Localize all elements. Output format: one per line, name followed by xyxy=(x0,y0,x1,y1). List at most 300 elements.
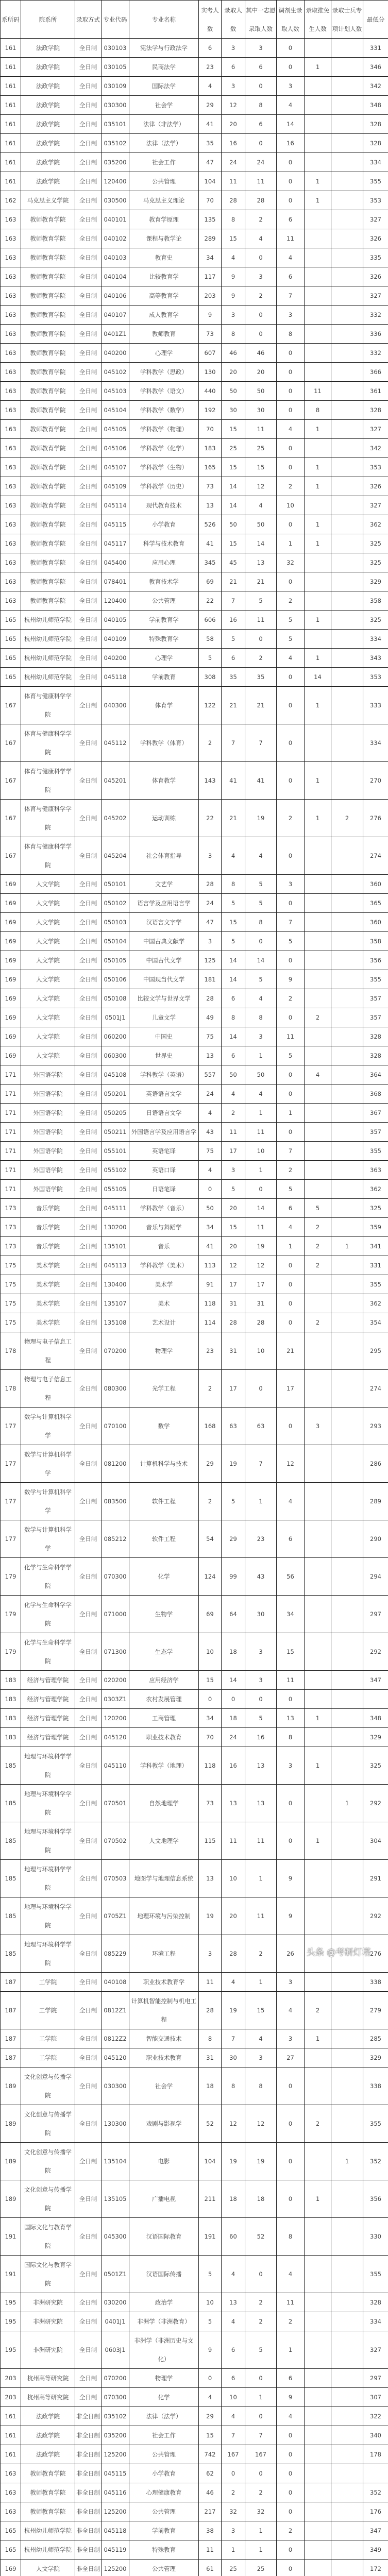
table-cell: 328 xyxy=(363,2293,388,2312)
table-cell: 295 xyxy=(363,1332,388,1370)
table-cell: 45 xyxy=(222,553,245,572)
table-cell xyxy=(331,477,363,496)
table-cell: 335 xyxy=(363,248,388,267)
table-cell: 1 xyxy=(331,1785,363,1822)
table-cell: 全日制 xyxy=(75,1065,102,1084)
table-cell: 计算机智能控制与机电工程 xyxy=(129,1992,199,2029)
table-cell: 外国语学院 xyxy=(21,1123,75,1142)
table-cell: 全日制 xyxy=(75,591,102,611)
table-cell: 078401 xyxy=(102,572,129,591)
table-cell: 0 xyxy=(245,2407,277,2426)
table-cell: 358 xyxy=(363,591,388,611)
table-cell: 20 xyxy=(222,1199,245,1218)
table-cell: 全日制 xyxy=(75,1822,102,1860)
table-cell: 全日制 xyxy=(75,1408,102,1445)
table-cell: 169 xyxy=(1,1008,21,1027)
table-cell: 327 xyxy=(363,286,388,306)
table-cell xyxy=(331,2312,363,2331)
table-cell: 日语语言文学 xyxy=(129,1104,199,1123)
table-cell: 181 xyxy=(199,970,222,989)
table-cell: 4 xyxy=(222,2407,245,2426)
table-cell: 325 xyxy=(363,1199,388,1218)
table-cell: 085229 xyxy=(102,1935,129,1973)
table-cell: 3 xyxy=(222,1161,245,1180)
table-row xyxy=(1,401,388,420)
table-row xyxy=(1,1860,388,1897)
table-cell: 045300 xyxy=(102,2218,129,2256)
table-cell xyxy=(305,1161,331,1180)
table-cell: 0 xyxy=(277,363,305,382)
table-row xyxy=(1,2483,388,2502)
table-cell: 全日制 xyxy=(75,248,102,267)
table-cell: 非全日制 xyxy=(75,2445,102,2464)
table-cell: 教师教育学院 xyxy=(21,2502,75,2521)
table-cell: 11 xyxy=(245,1123,277,1142)
table-cell xyxy=(331,1690,363,1709)
table-cell xyxy=(331,115,363,134)
table-cell: 全日制 xyxy=(75,1445,102,1483)
table-cell: 11 xyxy=(305,382,331,401)
table-cell: 69 xyxy=(199,572,222,591)
table-cell: 161 xyxy=(1,115,21,134)
table-cell: 全日制 xyxy=(75,1046,102,1065)
table-cell: 2 xyxy=(245,2293,277,2312)
table-cell: 外国语学院 xyxy=(21,1084,75,1104)
table-cell xyxy=(305,2560,331,2576)
table-row xyxy=(1,382,388,401)
table-cell: 179 xyxy=(1,1633,21,1671)
table-cell: 21 xyxy=(222,800,245,837)
table-cell: 135108 xyxy=(102,1313,129,1332)
table-row xyxy=(1,477,388,496)
table-row xyxy=(1,2218,388,2256)
table-cell: 19 xyxy=(199,1897,222,1935)
column-header: 专业代码 xyxy=(102,1,129,39)
table-cell: 328 xyxy=(363,115,388,134)
table-cell: 马克思主义学院 xyxy=(21,191,75,210)
table-cell: 全日制 xyxy=(75,172,102,191)
table-cell: 教师教育学院 xyxy=(21,515,75,534)
table-row xyxy=(1,1161,388,1180)
table-cell: 34 xyxy=(199,248,222,267)
table-cell: 50 xyxy=(222,1065,245,1084)
table-row xyxy=(1,1370,388,1408)
table-cell: 055102 xyxy=(102,1161,129,1180)
table-cell: 4 xyxy=(277,1992,305,2029)
table-cell: 非洲研究院 xyxy=(21,2312,75,2331)
table-cell: 185 xyxy=(1,1897,21,1935)
table-cell: 16 xyxy=(245,1728,277,1747)
table-cell: 189 xyxy=(1,2105,21,2143)
table-cell: 0 xyxy=(245,1690,277,1709)
table-cell: 7 xyxy=(277,286,305,306)
table-cell xyxy=(305,153,331,172)
table-cell: 11 xyxy=(277,229,305,248)
table-cell: 小学教育 xyxy=(129,2464,199,2483)
table-cell: 1 xyxy=(305,458,331,477)
table-cell: 工学院 xyxy=(21,1992,75,2029)
table-cell: 359 xyxy=(363,1218,388,1237)
table-cell: 355 xyxy=(363,1142,388,1161)
table-cell xyxy=(305,572,331,591)
table-cell: 32 xyxy=(245,2502,277,2521)
table-cell: 70 xyxy=(199,1728,222,1747)
table-cell: 汉语国际传播 xyxy=(129,2256,199,2293)
table-cell: 20 xyxy=(245,363,277,382)
table-cell: 050211 xyxy=(102,1123,129,1142)
table-cell: 341 xyxy=(363,1237,388,1256)
table-cell: 7 xyxy=(245,1445,277,1483)
table-row xyxy=(1,153,388,172)
table-cell xyxy=(331,1408,363,1445)
table-cell: 360 xyxy=(363,875,388,894)
table-cell: 356 xyxy=(363,951,388,970)
table-cell: 071300 xyxy=(102,1633,129,1671)
table-cell: 5 xyxy=(245,875,277,894)
table-cell: 187 xyxy=(1,2029,21,2048)
table-cell: 163 xyxy=(1,2502,21,2521)
table-cell: 12 xyxy=(245,2105,277,2143)
table-cell: 4 xyxy=(245,1084,277,1104)
table-row xyxy=(1,286,388,306)
table-cell: 1 xyxy=(305,1747,331,1785)
table-cell: 045120 xyxy=(102,2048,129,2067)
table-cell: 175 xyxy=(1,1256,21,1275)
table-cell: 035200 xyxy=(102,153,129,172)
table-cell: 125 xyxy=(199,951,222,970)
table-cell: 非全日制 xyxy=(75,2483,102,2502)
table-cell: 040101 xyxy=(102,210,129,229)
table-cell: 4 xyxy=(245,989,277,1008)
table-cell: 18 xyxy=(199,2067,222,2105)
table-cell: 3 xyxy=(277,1747,305,1785)
table-row xyxy=(1,439,388,458)
table-cell: 智能交通技术 xyxy=(129,2029,199,2048)
table-cell: 040103 xyxy=(102,248,129,267)
table-cell: 人文学院 xyxy=(21,989,75,1008)
table-row xyxy=(1,1008,388,1027)
table-cell: 物理学 xyxy=(129,2369,199,2388)
table-cell xyxy=(305,1445,331,1483)
table-cell: 经济与管理学院 xyxy=(21,1671,75,1690)
table-row xyxy=(1,2143,388,2180)
table-cell: 161 xyxy=(1,96,21,115)
table-cell: 31 xyxy=(222,1294,245,1313)
table-cell: 5 xyxy=(277,611,305,630)
table-cell xyxy=(305,2388,331,2407)
table-cell: 语言学及应用语言学 xyxy=(129,894,199,913)
table-cell: 045102 xyxy=(102,363,129,382)
table-cell: 心理学 xyxy=(129,649,199,668)
table-cell: 331 xyxy=(363,39,388,58)
table-cell: 050205 xyxy=(102,1104,129,1123)
table-cell: 41 xyxy=(222,762,245,800)
table-cell: 163 xyxy=(1,439,21,458)
table-cell: 8 xyxy=(245,96,277,115)
table-cell xyxy=(331,1633,363,1671)
table-cell xyxy=(331,2483,363,2502)
table-cell: 185 xyxy=(1,1822,21,1860)
table-cell: 040200 xyxy=(102,344,129,363)
table-cell: 045116 xyxy=(102,2483,129,2502)
table-cell: 0 xyxy=(199,2369,222,2388)
table-cell: 全日制 xyxy=(75,382,102,401)
table-cell xyxy=(305,1084,331,1104)
table-cell: 045115 xyxy=(102,2464,129,2483)
table-cell: 心理学 xyxy=(129,344,199,363)
table-row xyxy=(1,1897,388,1935)
table-cell: 教师教育学院 xyxy=(21,591,75,611)
table-cell xyxy=(363,1690,388,1709)
table-cell: 0303Z1 xyxy=(102,1690,129,1709)
table-cell: 全日制 xyxy=(75,229,102,248)
table-cell xyxy=(331,191,363,210)
table-cell: 学科教学（音乐） xyxy=(129,1199,199,1218)
table-cell: 293 xyxy=(363,1408,388,1445)
table-cell: 2 xyxy=(305,2105,331,2143)
table-cell: 117 xyxy=(199,267,222,286)
table-row xyxy=(1,515,388,534)
table-cell: 物理与电子信息工程 xyxy=(21,1370,75,1408)
table-cell: 4 xyxy=(222,1973,245,1992)
table-cell: 6 xyxy=(277,2369,305,2388)
table-cell: 163 xyxy=(1,534,21,553)
table-cell: 040109 xyxy=(102,630,129,649)
table-cell: 全日制 xyxy=(75,2048,102,2067)
table-cell xyxy=(331,439,363,458)
table-cell xyxy=(305,1671,331,1690)
table-cell xyxy=(331,1084,363,1104)
table-cell: 69 xyxy=(199,1596,222,1633)
table-cell: 18 xyxy=(245,2180,277,2218)
table-cell: 全日制 xyxy=(75,1897,102,1935)
table-cell: 171 xyxy=(1,1161,21,1180)
table-cell: 185 xyxy=(1,1747,21,1785)
table-row xyxy=(1,534,388,553)
table-cell: 41 xyxy=(199,115,222,134)
table-cell: 189 xyxy=(1,2143,21,2180)
table-cell: 杭州高等研究院 xyxy=(21,2369,75,2388)
table-cell: 045204 xyxy=(102,837,129,875)
table-cell: 19 xyxy=(245,1237,277,1256)
table-cell: 348 xyxy=(363,96,388,115)
table-cell: 0 xyxy=(245,306,277,325)
table-cell xyxy=(305,2048,331,2067)
table-cell: 15 xyxy=(245,1992,277,2029)
table-cell: 0 xyxy=(277,191,305,210)
table-cell: 43 xyxy=(245,1558,277,1596)
table-row xyxy=(1,1199,388,1218)
table-row xyxy=(1,2029,388,2048)
table-cell: 全日制 xyxy=(75,932,102,951)
table-cell: 12 xyxy=(245,477,277,496)
table-row xyxy=(1,267,388,286)
table-cell xyxy=(305,77,331,96)
table-cell: 5 xyxy=(222,1483,245,1520)
table-cell: 人文学院 xyxy=(21,875,75,894)
table-cell: 50 xyxy=(245,515,277,534)
table-cell: 163 xyxy=(1,2464,21,2483)
table-cell xyxy=(305,1104,331,1123)
table-cell: 334 xyxy=(363,630,388,649)
table-header-row xyxy=(1,1,388,39)
table-cell: 325 xyxy=(363,1747,388,1785)
table-cell: 3 xyxy=(222,77,245,96)
table-cell xyxy=(305,875,331,894)
table-cell: 工商管理 xyxy=(129,1709,199,1728)
table-cell: 非全日制 xyxy=(75,2464,102,2483)
table-cell xyxy=(331,951,363,970)
table-row xyxy=(1,1180,388,1199)
table-cell: 0 xyxy=(277,39,305,58)
table-cell: 全日制 xyxy=(75,96,102,115)
table-cell: 22 xyxy=(199,591,222,611)
table-cell: 地理环境与污染控制 xyxy=(129,1897,199,1935)
table-row xyxy=(1,1256,388,1275)
table-cell: 学科教学（数学） xyxy=(129,401,199,420)
table-cell: 软件工程 xyxy=(129,1520,199,1558)
table-cell: 5 xyxy=(277,1180,305,1199)
table-cell: 20 xyxy=(222,1897,245,1935)
table-cell: 8 xyxy=(277,325,305,344)
table-cell: 化学 xyxy=(129,1558,199,1596)
table-cell: 334 xyxy=(363,2312,388,2331)
table-cell: 1 xyxy=(277,1237,305,1256)
table-row xyxy=(1,2293,388,2312)
table-cell: 4 xyxy=(277,1218,305,1237)
table-cell: 185 xyxy=(1,1935,21,1973)
table-cell: 15 xyxy=(222,420,245,439)
table-cell: 5 xyxy=(222,932,245,951)
table-cell: 0 xyxy=(277,668,305,687)
table-cell: 47 xyxy=(199,153,222,172)
table-cell: 63 xyxy=(222,1408,245,1445)
table-cell xyxy=(331,1370,363,1408)
table-cell xyxy=(305,210,331,229)
table-cell xyxy=(331,1445,363,1483)
table-cell: 329 xyxy=(363,1728,388,1747)
table-cell: 045112 xyxy=(102,724,129,762)
table-cell: 1 xyxy=(305,515,331,534)
table-cell: 5 xyxy=(199,2256,222,2293)
table-cell: 52 xyxy=(245,2218,277,2256)
table-cell xyxy=(305,2331,331,2369)
table-cell: 体育与健康科学学院 xyxy=(21,800,75,837)
table-cell: 161 xyxy=(1,77,21,96)
table-cell: 183 xyxy=(1,1671,21,1690)
table-cell xyxy=(331,248,363,267)
table-cell: 28 xyxy=(222,191,245,210)
table-cell: 杭州幼儿师范学院 xyxy=(21,668,75,687)
table-cell: 1 xyxy=(305,2029,331,2048)
table-cell: 345 xyxy=(199,553,222,572)
table-cell: 328 xyxy=(363,401,388,420)
table-cell xyxy=(305,1027,331,1046)
table-cell xyxy=(305,2293,331,2312)
table-cell: 32 xyxy=(277,553,305,572)
table-cell xyxy=(305,115,331,134)
table-cell: 全日制 xyxy=(75,894,102,913)
table-cell xyxy=(305,951,331,970)
table-row xyxy=(1,630,388,649)
table-cell: 343 xyxy=(363,649,388,668)
table-cell: 全日制 xyxy=(75,1294,102,1313)
table-cell: 学前教育 xyxy=(129,668,199,687)
table-cell: 19 xyxy=(222,1992,245,2029)
table-cell: 3 xyxy=(222,306,245,325)
table-row xyxy=(1,2312,388,2331)
table-cell: 3 xyxy=(277,875,305,894)
table-cell: 教师教育学院 xyxy=(21,439,75,458)
table-cell xyxy=(305,1785,331,1822)
table-cell: 163 xyxy=(1,325,21,344)
table-row xyxy=(1,1332,388,1370)
table-cell: 050108 xyxy=(102,989,129,1008)
table-cell: 人文地理学 xyxy=(129,1822,199,1860)
table-cell xyxy=(305,134,331,153)
table-cell: 191 xyxy=(199,2218,222,2256)
table-row xyxy=(1,39,388,58)
table-cell: 0 xyxy=(199,1180,222,1199)
table-cell: 171 xyxy=(1,1084,21,1104)
table-row xyxy=(1,913,388,932)
table-cell: 0 xyxy=(277,762,305,800)
table-cell: 183 xyxy=(199,439,222,458)
table-row xyxy=(1,724,388,762)
table-cell: 0501J1 xyxy=(102,1008,129,1027)
table-cell: 非全日制 xyxy=(75,2521,102,2540)
table-cell: 32 xyxy=(222,2502,245,2521)
table-cell: 全日制 xyxy=(75,496,102,515)
table-cell xyxy=(305,229,331,248)
table-cell: 全日制 xyxy=(75,1123,102,1142)
table-row xyxy=(1,687,388,724)
table-cell xyxy=(331,1897,363,1935)
table-cell: 0 xyxy=(277,2560,305,2576)
table-row xyxy=(1,1445,388,1483)
table-cell: 5 xyxy=(277,630,305,649)
table-cell: 美术学院 xyxy=(21,1275,75,1294)
table-cell: 169 xyxy=(1,2560,21,2576)
table-cell: 地理与环境科学学院 xyxy=(21,1785,75,1822)
table-cell xyxy=(331,2426,363,2445)
table-cell: 1 xyxy=(331,2143,363,2180)
table-cell: 289 xyxy=(199,229,222,248)
table-cell: 社会工作 xyxy=(129,153,199,172)
table-row xyxy=(1,2256,388,2293)
table-cell: 15 xyxy=(199,1671,222,1690)
table-cell: 全日制 xyxy=(75,1973,102,1992)
table-cell: 8 xyxy=(222,325,245,344)
table-cell: 0 xyxy=(277,2502,305,2521)
table-cell xyxy=(331,1860,363,1897)
table-cell xyxy=(305,1520,331,1558)
table-cell: 125200 xyxy=(102,2560,129,2576)
table-cell: 11 xyxy=(199,1973,222,1992)
table-cell: 外国语言学及应用语言学 xyxy=(129,1123,199,1142)
table-cell: 211 xyxy=(199,2180,222,2218)
table-cell: 比较文学与世界文学 xyxy=(129,989,199,1008)
table-cell: 52 xyxy=(199,2105,222,2143)
table-cell: 130200 xyxy=(102,1218,129,1237)
table-cell: 1 xyxy=(245,1104,277,1123)
table-cell: 公共管理 xyxy=(129,2560,199,2576)
table-cell: 366 xyxy=(363,363,388,382)
table-cell xyxy=(305,1046,331,1065)
table-cell: 8 xyxy=(245,2067,277,2105)
table-cell: 130300 xyxy=(102,2105,129,2143)
table-cell: 0 xyxy=(277,401,305,420)
